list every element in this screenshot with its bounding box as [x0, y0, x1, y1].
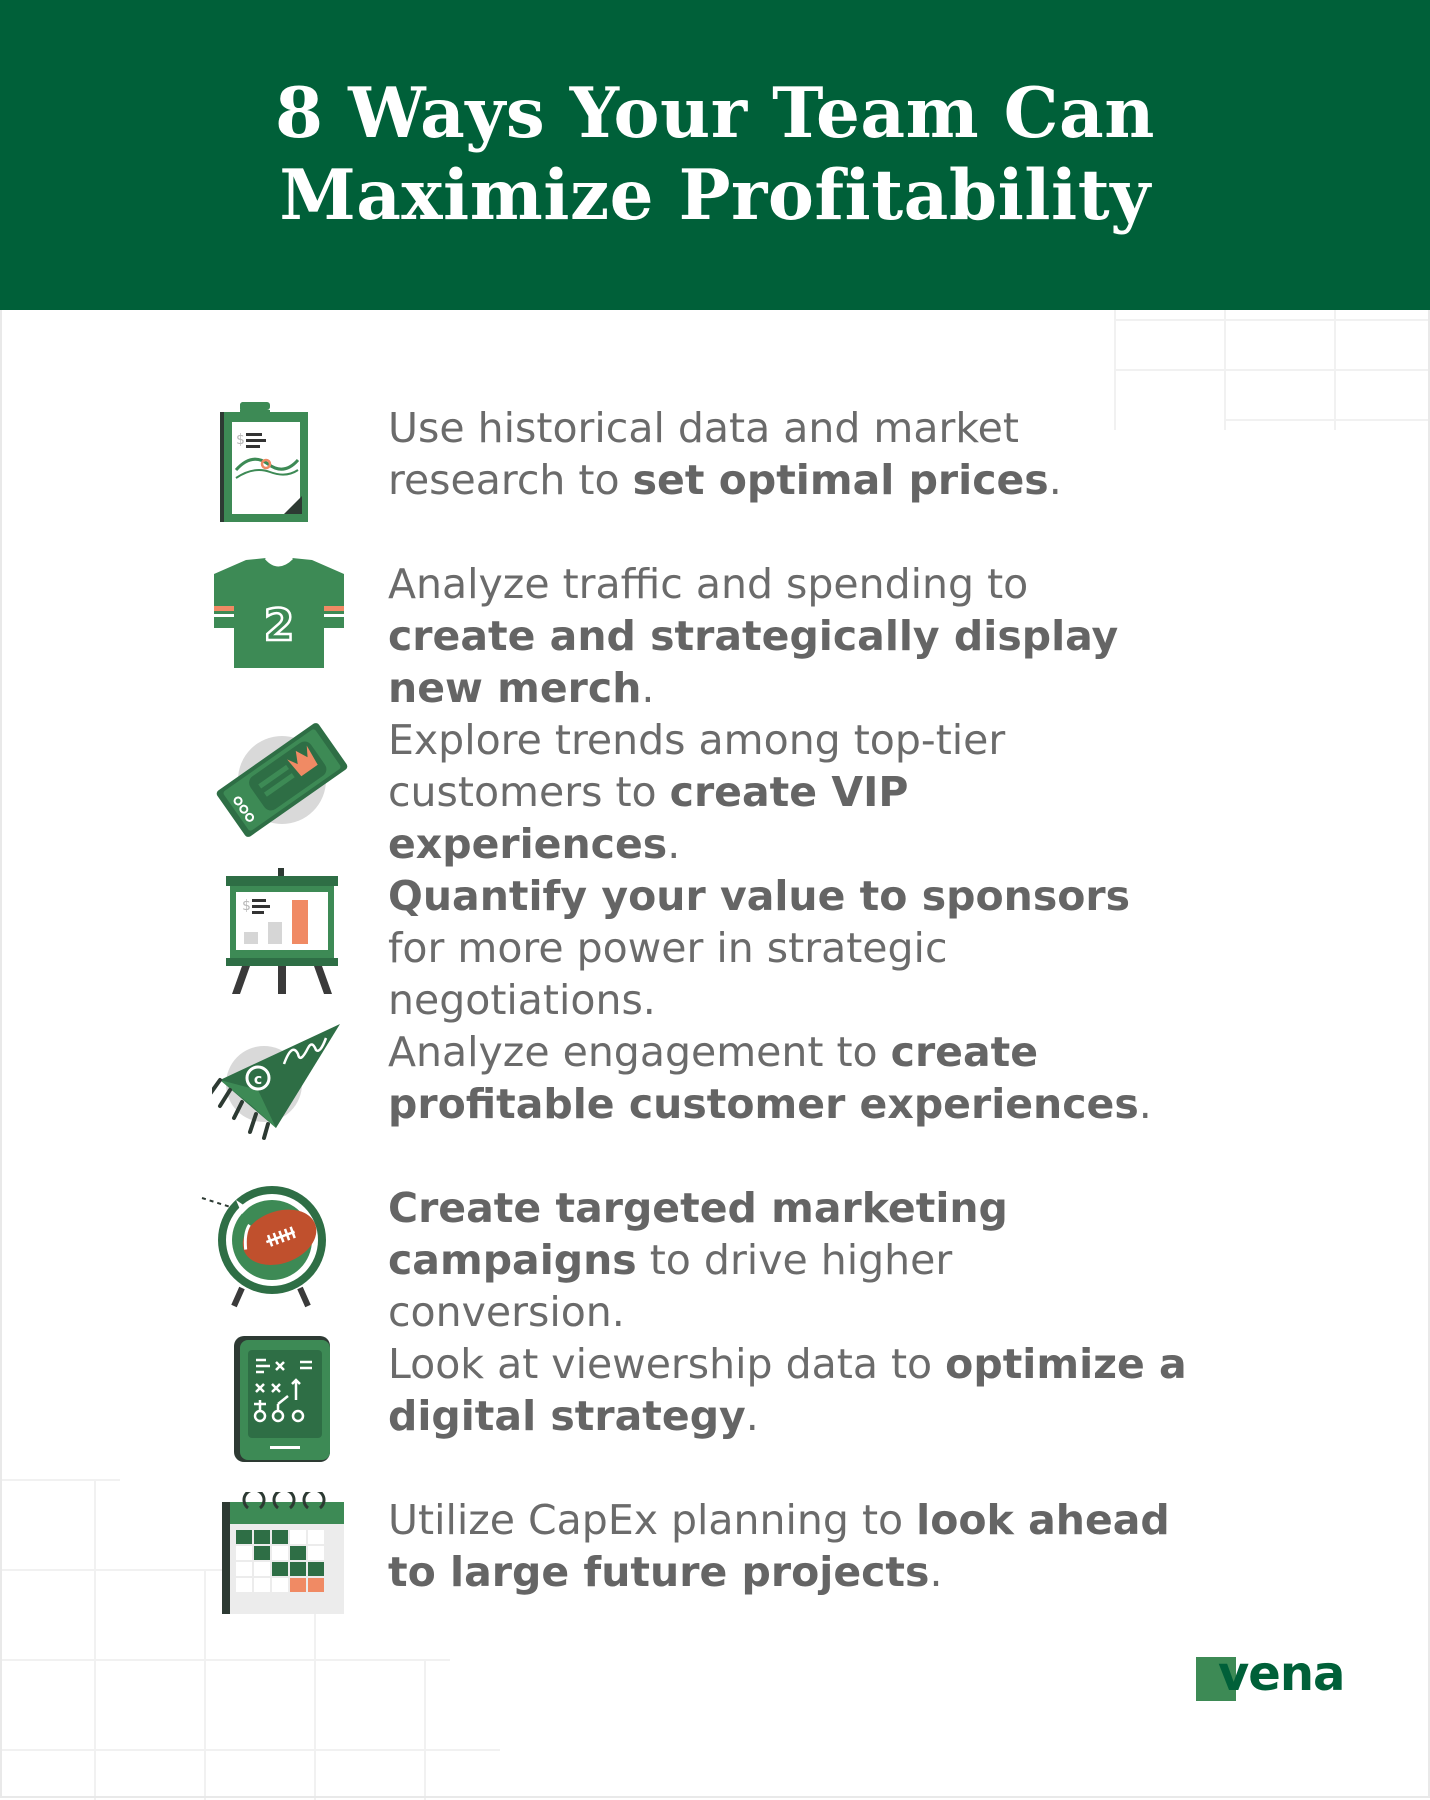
vena-logo-text: vena — [1218, 1646, 1345, 1702]
page-title-line-2: Maximize Profitability — [279, 155, 1151, 236]
jersey-icon — [212, 556, 352, 686]
list-item — [0, 1180, 1430, 1336]
item-text: Utilize CapEx planning to look ahead to large future projects. — [388, 1496, 1170, 1596]
item-text: Use historical data and market research to set optimal prices. — [388, 404, 1062, 504]
list-item — [0, 712, 1430, 868]
svg-text:c: c — [253, 1072, 263, 1088]
item-text: Analyze traffic and spending to create and strategically display new merch. — [388, 560, 1119, 712]
list-item — [0, 1024, 1430, 1164]
item-text: Explore trends among top-tier customers to create VIP experiences. — [388, 716, 1006, 868]
svg-text:2: 2 — [263, 600, 295, 651]
list-item — [0, 1336, 1430, 1476]
football-target-icon — [200, 1180, 352, 1310]
svg-text:$: $ — [236, 432, 245, 448]
presentation-board-icon — [212, 868, 352, 998]
item-text: Create targeted marketing campaigns to drive higher conversion. — [388, 1184, 1008, 1336]
ticket-icon — [212, 712, 352, 842]
list-item — [0, 400, 1430, 540]
item-text: Analyze engagement to create profitable customer experiences. — [388, 1028, 1152, 1128]
list-item — [0, 868, 1430, 1024]
calendar-icon — [212, 1492, 352, 1622]
pennant-icon — [212, 1024, 352, 1154]
playbook-tablet-icon — [212, 1336, 352, 1466]
page-title-line-1: 8 Ways Your Team Can — [275, 73, 1155, 154]
list-item — [0, 1492, 1430, 1632]
item-text: Quantify your value to sponsors for more power in strategic negotiations. — [388, 872, 1131, 1024]
clipboard-chart-icon — [212, 400, 352, 530]
item-text: Look at viewership data to optimize a digital strategy. — [388, 1340, 1187, 1440]
list-item — [0, 556, 1430, 712]
svg-text:$: $ — [242, 898, 251, 914]
